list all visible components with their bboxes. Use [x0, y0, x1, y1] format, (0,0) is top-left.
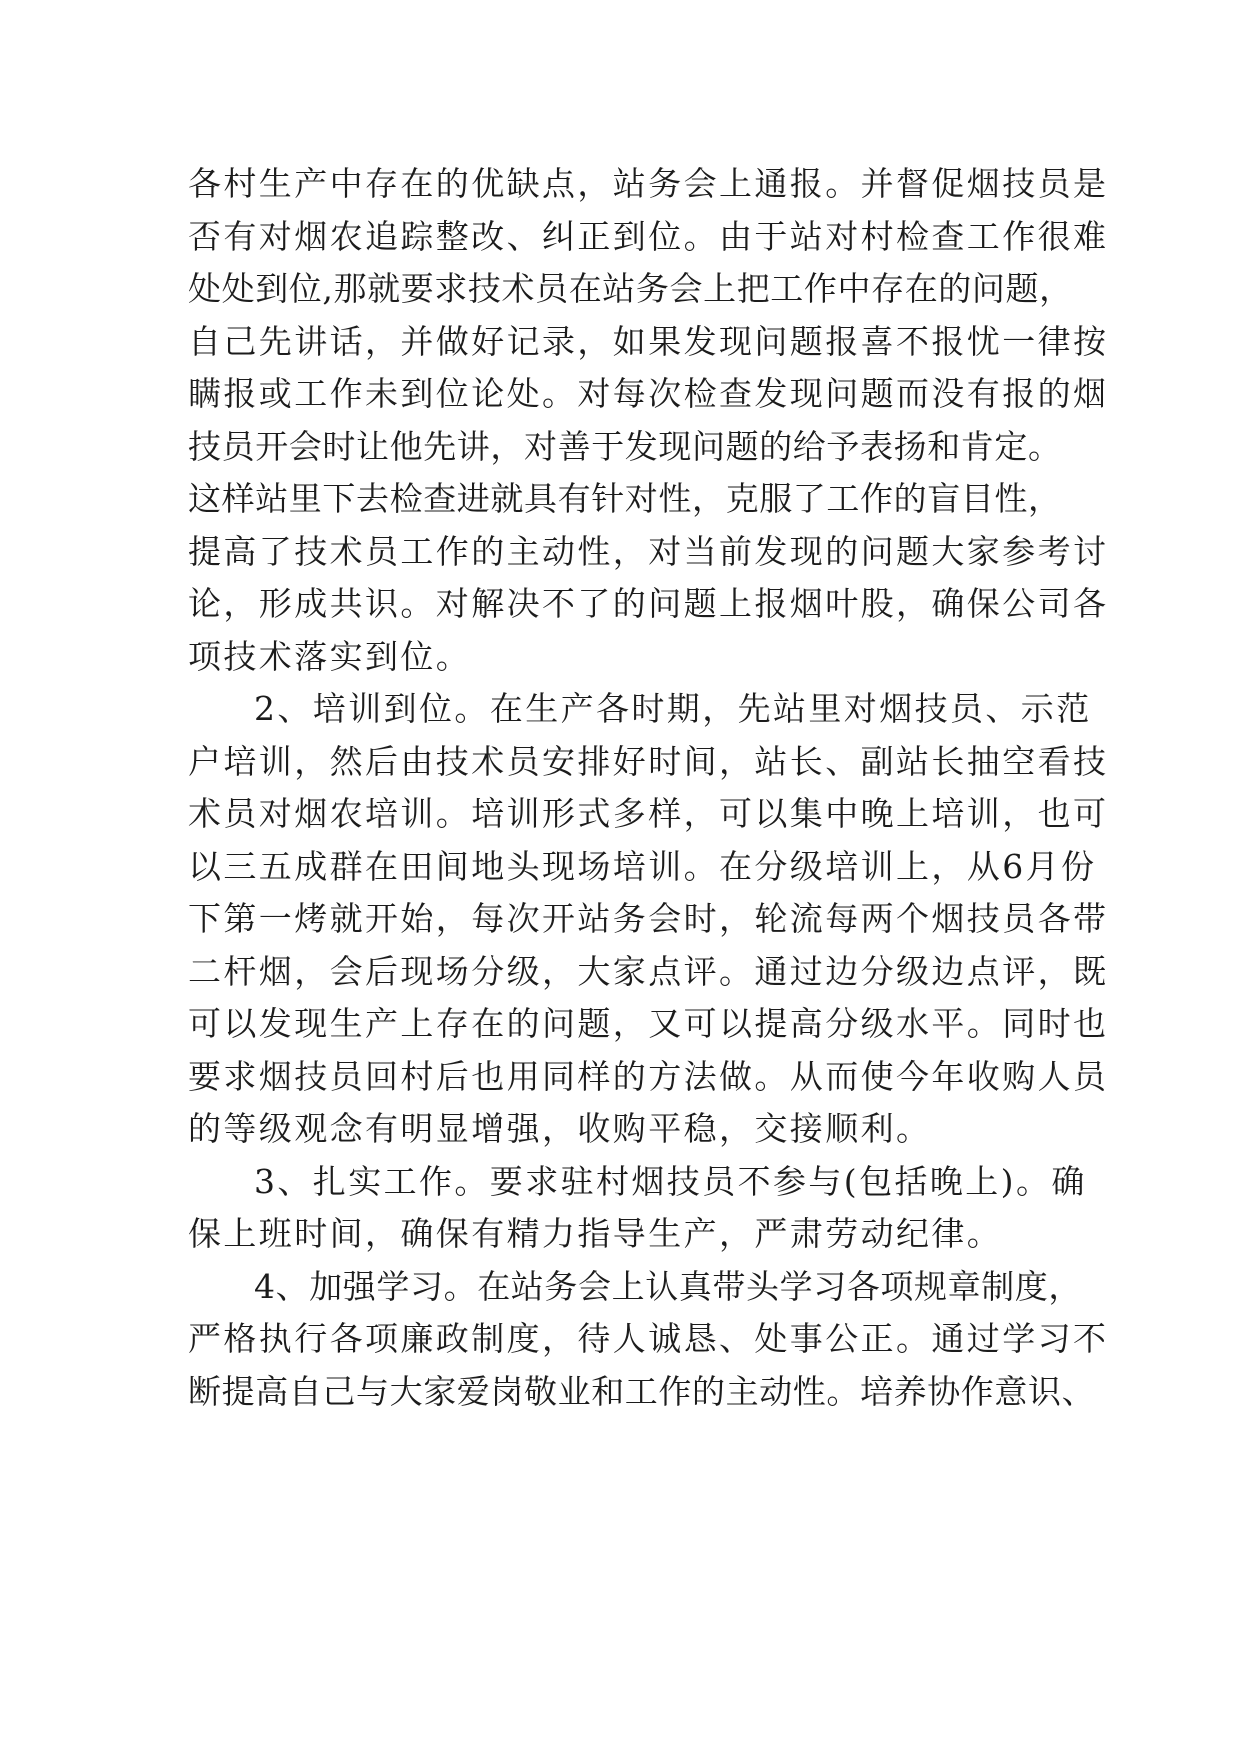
text-line: 以三五成群在田间地头现场培训。在分级培训上，从6月份 — [188, 846, 1097, 886]
text-line: 论，形成共识。对解决不了的问题上报烟叶股，确保公司各 — [188, 584, 1109, 623]
text-line: 各村生产中存在的优缺点，站务会上通报。并督促烟技员是 — [188, 164, 1109, 203]
text-line: 二杆烟，会后现场分级，大家点评。通过边分级边点评，既 — [188, 951, 1109, 991]
text-line: 这样站里下去检查进就具有针对性，克服了工作的盲目性， — [188, 479, 1062, 518]
text-line: 断提高自己与大家爱岗敬业和工作的主动性。培养协作意识、 — [188, 1371, 1096, 1411]
paragraph-start-line: 3、扎实工作。要求驻村烟技员不参与(包括晚上)。确 — [254, 1161, 1087, 1201]
text-line: 项技术落实到位。 — [188, 636, 472, 676]
text-line: 处处到位,那就要求技术员在站务会上把工作中存在的问题， — [188, 269, 1073, 308]
text-line: 提高了技术员工作的主动性，对当前发现的问题大家参考讨 — [188, 531, 1109, 571]
text-line: 的等级观念有明显增强，收购平稳，交接顺利。 — [188, 1109, 932, 1148]
text-line: 要求烟技员回村后也用同样的方法做。从而使今年收购人员 — [188, 1056, 1109, 1096]
document-body — [188, 158, 1109, 1418]
text-line: 保上班时间，确保有精力指导生产，严肃劳动纪律。 — [188, 1214, 1003, 1253]
text-line: 户培训，然后由技术员安排好时间，站长、副站长抽空看技 — [188, 741, 1109, 781]
text-line: 自己先讲话，并做好记录，如果发现问题报喜不报忧一律按 — [188, 321, 1109, 361]
text-line: 否有对烟农追踪整改、纠正到位。由于站对村检查工作很难 — [188, 216, 1109, 256]
text-line: 术员对烟农培训。培训形式多样，可以集中晚上培训，也可 — [188, 794, 1109, 833]
text-line: 技员开会时让他先讲，对善于发现问题的给予表扬和肯定。 — [188, 426, 1062, 466]
text-line: 下第一烤就开始，每次开站务会时，轮流每两个烟技员各带 — [188, 899, 1109, 938]
paragraph-start-line: 2、培训到位。在生产各时期，先站里对烟技员、示范 — [254, 689, 1092, 728]
text-line: 可以发现生产上存在的问题，又可以提高分级水平。同时也 — [188, 1004, 1109, 1043]
paragraph-start-line: 4、加强学习。在站务会上认真带头学习各项规章制度， — [254, 1266, 1082, 1306]
text-line: 严格执行各项廉政制度，待人诚恳、处事公正。通过学习不 — [188, 1319, 1109, 1358]
text-line: 瞒报或工作未到位论处。对每次检查发现问题而没有报的烟 — [188, 374, 1109, 413]
